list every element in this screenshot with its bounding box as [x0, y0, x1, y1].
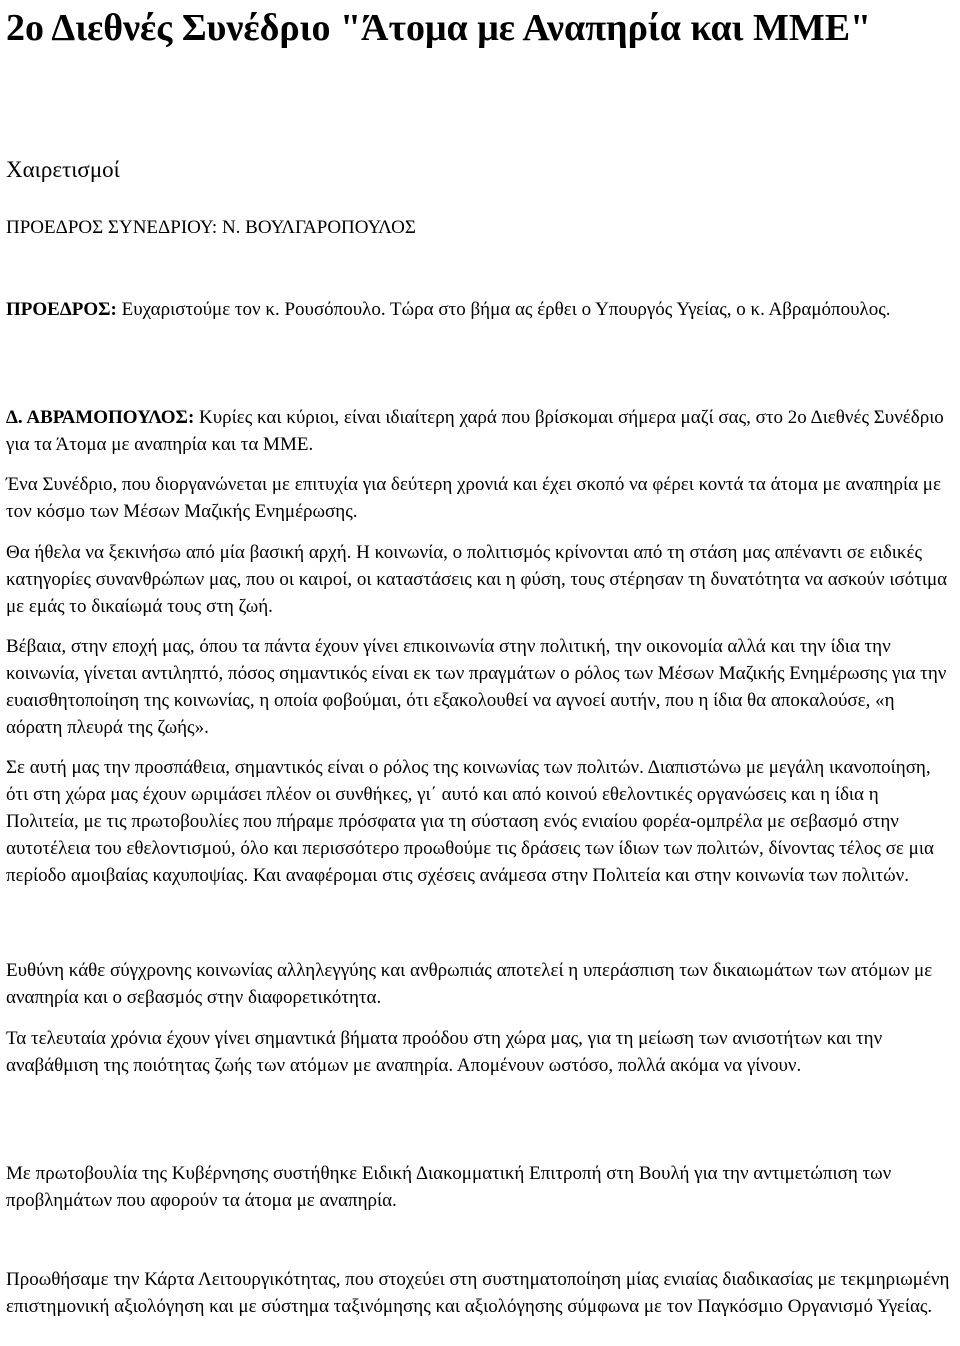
chair-heading: ΠΡΟΕΔΡΟΣ ΣΥΝΕΔΡΙΟΥ: Ν. ΒΟΥΛΓΑΡΟΠΟΥΛΟΣ — [6, 217, 416, 238]
paragraph-9: Με πρωτοβουλία της Κυβέρνησης συστήθηκε Ειδική Διακομματική Επιτροπή στη Βουλή για την αντιμετώπιση των προβλημάτων που αφορούν τα άτομα με αναπηρία. — [6, 1163, 892, 1211]
paragraph-10: Προωθήσαμε την Κάρτα Λειτουργικότητας, που στοχεύει στη συστηματοποίηση μίας ενιαίας διαδικασίας με τεκμηριωμένη επιστημονική αξιολόγηση και με σύστημα ταξινόμησης και αξιολόγησης σύμφωνα με τον Παγκόσμιο Οργανισμό Υγείας. — [6, 1269, 950, 1317]
paragraph-2 — [6, 404, 952, 458]
paragraph-3: Ένα Συνέδριο, που διοργανώνεται με επιτυχία για δεύτερη χρονιά και έχει σκοπό να φέρει κοντά τα άτομα με αναπηρία με τον κόσμο των Μέσων Μαζικής Ενημέρωσης. — [6, 474, 941, 522]
speaker-label: Δ. ΑΒΡΑΜΟΠΟΥΛΟΣ: — [6, 407, 195, 428]
paragraph-4: Θα ήθελα να ξεκινήσω από μία βασική αρχή. Η κοινωνία, ο πολιτισμός κρίνονται από τη στάση μας απέναντι σε ειδικές κατηγορίες συνανθρώπων μας, που οι καιροί, οι καταστάσεις και η φύση, τους στέρησαν τη δυνατότητα να ασκούν ισότιμα με εμάς το δικαίωμά τους στη ζωή. — [6, 542, 948, 617]
speaker-label: ΠΡΟΕΔΡΟΣ: — [6, 299, 117, 320]
paragraph-text: Ευχαριστούμε τον κ. Ρουσόπουλο. Τώρα στο βήμα ας έρθει ο Υπουργός Υγείας, ο κ. Αβραμόπουλος. — [116, 299, 891, 320]
paragraph-6: Σε αυτή μας την προσπάθεια, σημαντικός είναι ο ρόλος της κοινωνίας των πολιτών. Διαπιστώνω με μεγάλη ικανοποίηση, ότι στη χώρα μας έχουν ωριμάσει πλέον οι συνθήκες, γι΄ αυτό και από κοινού εθελοντικές οργανώσεις και η ίδια η Πολιτεία, με τις πρωτοβουλίες που πήραμε πρόσφατα για τη σύσταση ενός ενιαίου φορέα-ομπρέλα με σεβασμό στην αυτοτέλεια του εθελοντισμού, όλο και περισσότερο προωθούμε τις δράσεις των ίδιων των πολιτών, δίνοντας τέλος σε μια περίοδο αμοιβαίας καχυποψίας. Και αναφέρομαι στις σχέσεις ανάμεσα στην Πολιτεία και στην κοινωνία των πολιτών. — [6, 757, 934, 886]
paragraph-5: Βέβαια, στην εποχή μας, όπου τα πάντα έχουν γίνει επικοινωνία στην πολιτική, την οικονομία αλλά και την ίδια την κοινωνία, γίνεται αντιληπτό, πόσος σημαντικός είναι εκ των πραγμάτων ο ρόλος των Μέσων Μαζικής Ενημέρωσης για την ευαισθητοποίηση της κοινωνίας, η οποία φοβούμαι, ότι εξακολουθεί να αγνοεί αυτήν, που η ίδια θα αποκαλούσε, «η αόρατη πλευρά της ζωής». — [6, 636, 947, 738]
paragraph-7: Ευθύνη κάθε σύγχρονης κοινωνίας αλληλεγγύης και ανθρωπιάς αποτελεί η υπεράσπιση των δικαιωμάτων των ατόμων με αναπηρία και ο σεβασμός στην διαφορετικότητα. — [6, 960, 933, 1008]
document-title: 2ο Διεθνές Συνέδριο "Άτομα με Αναπηρία και ΜΜΕ" — [6, 7, 872, 49]
paragraph-8: Τα τελευταία χρόνια έχουν γίνει σημαντικά βήματα προόδου στη χώρα μας, για τη μείωση των ανισοτήτων και την αναβάθμιση της ποιότητας ζωής των ατόμων με αναπηρία. Απομένουν ωστόσο, πολλά ακόμα να γίνουν. — [6, 1028, 883, 1076]
section-heading: Χαιρετισμοί — [6, 157, 120, 182]
paragraph-1 — [6, 296, 952, 323]
paragraph-text: Κυρίες και κύριοι, είναι ιδιαίτερη χαρά που βρίσκομαι σήμερα μαζί σας, στο 2ο Διεθνές Συνέδριο για τα Άτομα με αναπηρία και τα ΜΜΕ. — [6, 407, 944, 455]
